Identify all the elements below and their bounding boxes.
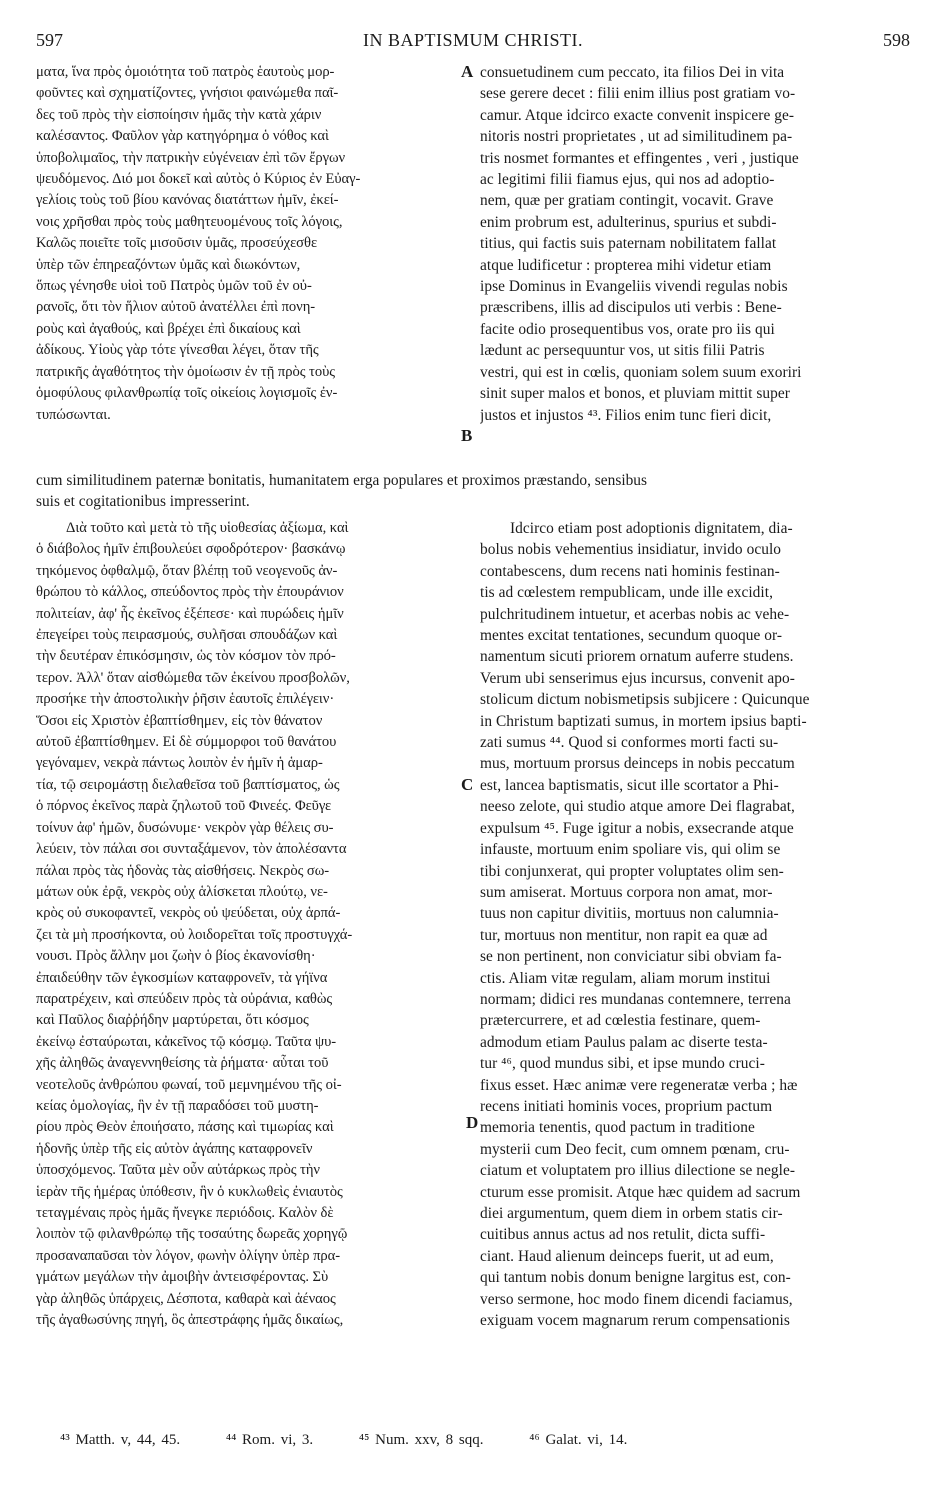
latin-bottom-line: qui tantum nobis donum benigne largitus est, con- xyxy=(480,1269,791,1287)
greek-bottom-line: ἐκείνῳ ἐσταύρωται, κἀκεῖνος τῷ κόσμῳ. Ταῦτα ψυ- xyxy=(36,1033,337,1050)
latin-bottom-line: bolus nobis vehementius insidiatur, invido oculo xyxy=(480,541,782,559)
footnote-46: ⁴⁶ Galat. vi, 14. xyxy=(529,1432,628,1448)
latin-bottom-line: cuitibus annus actus ad nos retulit, dicta suffi- xyxy=(480,1226,766,1244)
latin-top-line: titius, qui factis suis paternam nobilitatem fallat xyxy=(480,235,777,253)
greek-top-line: καλέσαντος. Φαῦλον γὰρ κατηγόρημα ὁ νόθος καὶ xyxy=(36,128,329,145)
greek-bottom-line: τία, τῷ σειρομάστῃ διελαθεῖσα τοῦ βαπτίσματος, ὡς xyxy=(36,776,340,793)
greek-bottom-line: γὰρ ἀληθῶς ὑπάρχεις, Δέσποτα, καθαρὰ καὶ ἀέναος xyxy=(36,1290,336,1307)
greek-bottom-line: γμάτων μεγάλων τὴν ἀμοιβὴν ἀντεισφέροντας. Σὺ xyxy=(36,1269,329,1286)
latin-top-line: atque ludificetur : propterea mihi videtur etiam xyxy=(480,256,772,274)
greek-bottom-line: τὴν δευτέραν ἐπικόσμησιν, ὡς τὸν κόσμον τὸν πρό- xyxy=(36,648,336,665)
margin-marker-b: B xyxy=(461,426,473,445)
footnote-44: ⁴⁴ Rom. vi, 3. xyxy=(225,1432,314,1448)
full-width-line: suis et cogitationibus impresserint. xyxy=(36,493,250,511)
latin-bottom-line: mysterii cum Deo fecit, cum omnem pœnam, cru- xyxy=(480,1140,790,1158)
greek-bottom-line: λεύειν, τὸν πάλαι σοι συνταξάμενον, τὸν ἀπολέσαντα xyxy=(36,841,347,858)
latin-bottom-line: recens initiati hominis voces, proprium pactum xyxy=(480,1097,773,1115)
greek-bottom-line: νουσι. Πρὸς ἄλλην μοι ζωὴν ὁ βίος ἐκανονίσθη· xyxy=(36,948,316,965)
greek-top-line: νοις χρῆσθαι πρὸς τοὺς μαθητευομένους τοῖς λόγοις, xyxy=(36,213,343,230)
greek-bottom-line: τῆς ἀγαθωσύνης πηγή, ὃς ἀπεστράφης ἡμᾶς δικαίως, xyxy=(36,1312,344,1329)
latin-bottom-line: sum amiserat. Mortuus corpora non amat, mor- xyxy=(480,883,773,901)
greek-bottom-line: ὁ διάβολος ἡμῖν ἐπιβουλεύει σφοδρότερον· βασκάνῳ xyxy=(36,541,346,558)
full-width-paragraph xyxy=(36,470,906,513)
latin-bottom-line: infauste, mortuum enim spoliare vis, qui olim se xyxy=(480,841,781,859)
full-width-line: cum similitudinem paternæ bonitatis, humanitatem erga populares et proximos præstando, sensibus xyxy=(36,472,647,489)
greek-column-bottom xyxy=(36,518,458,1331)
latin-bottom-line: Verum ubi senserimus ejus incursus, convenit apo- xyxy=(480,669,795,687)
greek-top-line: ὅπως γένησθε υἱοὶ τοῦ Πατρὸς ὑμῶν τοῦ ἐν οὐ- xyxy=(36,278,312,295)
greek-top-line: φοῦντες καὶ σχηματίζοντες, γνήσιοι φαινώμεθα παῖ- xyxy=(36,85,339,102)
margin-marker-c: C xyxy=(461,775,474,794)
page-header xyxy=(36,30,910,54)
greek-bottom-line: πολιτείαν, ἀφ' ἧς ἐκεῖνος ἐξέπεσε· καὶ πυρώδεις ἡμῖν xyxy=(36,605,344,622)
greek-top-line: γελίοις τοὺς τοῦ βίου κανόνας διατάττων ἡμῖν, ἐκεί- xyxy=(36,192,339,209)
margin-marker-a: A xyxy=(461,62,474,81)
greek-bottom-line: τεταγμέναις πρὸς ἡμᾶς ἤνεγκε περιόδοις. Καλὸν δὲ xyxy=(36,1205,334,1221)
latin-bottom-line: verso sermone, hoc modo finem dicendi faciamus, xyxy=(480,1290,793,1308)
latin-top-line: nitoris nostri proprietates , ut ad similitudinem pa- xyxy=(480,128,793,146)
latin-bottom-line: tur ⁴⁶, quod mundus sibi, et ipse mundo cruci- xyxy=(480,1055,765,1073)
greek-top-line: ἀδίκους. Υἱοὺς γὰρ τότε γίνεσθαι λέγει, ὅταν τῆς xyxy=(36,342,319,359)
greek-bottom-line: ἡδονῆς ὑπὲρ τῆς εἰς αὐτὸν ἀγάπης καταφρονεῖν xyxy=(36,1140,313,1157)
latin-top-line: sinit super malos et bonos, et pluviam mittit super xyxy=(480,385,790,403)
latin-bottom-line: Idcirco etiam post adoptionis dignitatem, dia- xyxy=(510,520,793,537)
greek-bottom-line: αὐτοῦ ἐβαπτίσθημεν. Εἰ δὲ σύμμορφοι τοῦ θανάτου xyxy=(36,734,337,751)
latin-column-top xyxy=(480,62,902,426)
greek-bottom-line: Διὰ τοῦτο καὶ μετὰ τὸ τῆς υἱοθεσίας ἀξίωμα, καὶ xyxy=(66,520,349,536)
latin-bottom-line: namentum sicuti priorem ornatum auferre studens. xyxy=(480,648,794,666)
greek-top-line: τυπώσωνται. xyxy=(36,406,111,423)
latin-bottom-line: prætercurrere, et ad cœlestia festinare, quem- xyxy=(480,1012,761,1030)
latin-top-line: præscribens, illis ad discipulos uti verbis : Bene- xyxy=(480,299,782,317)
latin-top-line: ac legitimi filii fiamus ejus, qui nos ad adoptio- xyxy=(480,171,775,189)
latin-top-line: sese gerere decet : filii enim illius post gratiam vo- xyxy=(480,85,796,103)
latin-top-line: nem, quæ per gratiam contingit, vocavit. Grave xyxy=(480,192,774,210)
greek-bottom-line: γεγόναμεν, νεκρὰ πάντως λοιπὸν ἐν ἡμῖν ἡ ἁμαρ- xyxy=(36,755,323,772)
greek-bottom-line: τερον. Ἀλλ' ὅταν αἰσθώμεθα τῶν ἐκείνου προσβολῶν, xyxy=(36,669,350,686)
margin-marker-d: D xyxy=(466,1113,479,1132)
page-number-right: 598 xyxy=(883,30,910,50)
greek-bottom-line: Ὅσοι εἰς Χριστὸν ἐβαπτίσθημεν, εἰς τὸν θάνατον xyxy=(36,712,323,729)
greek-top-line: ὑπὲρ τῶν ἐπηρεαζόντων ὑμᾶς καὶ διωκόντων, xyxy=(36,256,301,273)
greek-top-line: Καλῶς ποιεῖτε τοῖς μισοῦσιν ὑμᾶς, προσεύχεσθε xyxy=(36,235,318,252)
greek-bottom-line: προσήκε τὴν ἀποστολικὴν ῥῆσιν ἑαυτοῖς ἐπιλέγειν· xyxy=(36,691,335,708)
latin-bottom-line: expulsum ⁴⁵. Fuge igitur a nobis, exsecrande atque xyxy=(480,819,794,837)
greek-top-line: ὁμοφύλους φιλανθρωπίᾳ τοῖς οἰκείοις λογισμοῖς ἐν- xyxy=(36,385,338,402)
latin-bottom-line: tibi conjunxerat, qui propter voluptates olim sen- xyxy=(480,862,784,880)
latin-top-line: lædunt ac persequuntur vos, ut sitis filii Patris xyxy=(480,342,765,360)
latin-bottom-line: stolicum dictum nobismetipsis subjicere : Quicunque xyxy=(480,691,810,709)
greek-bottom-line: λοιπὸν τῷ φιλανθρώπῳ τῆς τοσαύτης δωρεᾶς χορηγῷ xyxy=(36,1226,348,1243)
latin-bottom-line: ctis. Aliam vitæ regulam, aliam morum institui xyxy=(480,969,771,987)
latin-top-line: justos et injustos ⁴³. Filios enim tunc fieri dicit, xyxy=(480,406,772,424)
latin-bottom-line: est, lancea baptismatis, sicut ille scortator a Phi- xyxy=(480,776,779,794)
greek-top-line: ὑποβολιμαῖος, τὴν πατρικὴν εὐγένειαν ἐπὶ τῶν ἔργων xyxy=(36,149,346,166)
greek-bottom-line: προσαναπαῦσαι τὸν λόγον, φωνὴν ὀλίγην ὑπὲρ πρα- xyxy=(36,1247,341,1264)
latin-top-line: enim probrum est, adulterinus, spurius et subdi- xyxy=(480,213,777,231)
greek-top-line: ψευδόμενος. Διό μοι δοκεῖ καὶ αὐτὸς ὁ Κύριος ἐν Εὐαγ- xyxy=(36,171,361,188)
latin-top-line: consuetudinem cum peccato, ita filios Dei in vita xyxy=(480,64,785,81)
latin-bottom-line: zati sumus ⁴⁴. Quod si conformes morti facti su- xyxy=(480,734,779,752)
greek-bottom-line: κείας ὁμολογίας, ἣν ἐν τῇ παραδόσει τοῦ μυστη- xyxy=(36,1097,319,1114)
greek-bottom-line: ὑποσχόμενος. Ταῦτα μὲν οὖν αὐτάρκως πρὸς τὴν xyxy=(36,1162,320,1179)
latin-bottom-line: se non pertinent, non conviciatur sibi obviam fa- xyxy=(480,948,782,966)
latin-bottom-line: tis ad cœlestem rempublicam, unde ille excidit, xyxy=(480,584,773,602)
greek-bottom-line: χῆς ἀληθῶς ἀναγεννηθείσης τὰ ῥήματα· αὗται τοῦ xyxy=(36,1055,329,1072)
latin-bottom-line: admodum etiam Paulus palam ac diserte testa- xyxy=(480,1033,768,1051)
greek-bottom-line: παρατρέχειν, καὶ σπεύδειν πρὸς τὰ οὐράνια, καθὼς xyxy=(36,990,333,1007)
greek-bottom-line: ἐπεγείρει τοὺς πειρασμούς, συλῆσαι σπουδάζων καὶ xyxy=(36,627,338,644)
latin-bottom-line: pulchritudinem intuetur, et acerbas nobis ac vehe- xyxy=(480,605,790,623)
latin-bottom-line: contabescens, dum recens nati hominis festinan- xyxy=(480,562,780,580)
footnote-45: ⁴⁵ Num. xxv, 8 sqq. xyxy=(358,1432,484,1448)
greek-column-top xyxy=(36,62,458,426)
greek-top-line: ματα, ἵνα πρὸς ὁμοιότητα τοῦ πατρὸς ἑαυτοὺς μορ- xyxy=(36,64,335,80)
latin-column-bottom xyxy=(480,518,902,1331)
latin-top-line: tris nosmet formantes et effingentes , veri , justique xyxy=(480,149,799,167)
footnotes xyxy=(60,1432,667,1449)
greek-bottom-line: θρώπου τὸ κάλλος, σπεύδοντος πρὸς τὴν ἐπουράνιον xyxy=(36,584,344,601)
latin-bottom-line: normam; didici res mundanas contemnere, terrena xyxy=(480,990,791,1008)
greek-bottom-line: ζει τὰ μὴ προσήκοντα, οὐ λοιδορεῖται τοῖς προστυγχά- xyxy=(36,926,353,943)
page-number-left: 597 xyxy=(36,30,63,50)
greek-bottom-line: τοίνυν ἀφ' ἡμῶν, δυσώνυμε· νεκρὸν γὰρ θέλεις συ- xyxy=(36,819,334,836)
greek-bottom-line: ὁ πόρνος ἐκεῖνος παρὰ ζηλωτοῦ τοῦ Φινεές. Φεῦγε xyxy=(36,798,332,815)
latin-bottom-line: neeso zelote, qui studio atque amore Dei flagrabat, xyxy=(480,798,795,816)
latin-top-line: ipse Dominus in Evangeliis vivendi regulas nobis xyxy=(480,278,788,296)
latin-bottom-line: mentes excitat tentationes, secundum quoque or- xyxy=(480,627,783,645)
greek-top-line: δες τοῦ πρὸς τὴν εἰσποίησιν ἡμᾶς τὴν κατὰ χάριν xyxy=(36,106,322,123)
greek-bottom-line: μάτων οὐκ ἐρᾷ, νεκρὸς οὐχ ἁλίσκεται πλούτῳ, νε- xyxy=(36,883,328,900)
greek-bottom-line: νεοτελοῦς ἀνθρώπου φωναί, τοῦ μεμνημένου τῆς οἰ- xyxy=(36,1076,342,1093)
latin-bottom-line: cturum esse promisit. Atque hæc quidem ad sacrum xyxy=(480,1183,801,1201)
greek-bottom-line: ἱερὰν τῆς ἡμέρας ὑπόθεσιν, ἣν ὁ κυκλωθεὶς ἐνιαυτὸς xyxy=(36,1183,343,1200)
greek-top-line: ροὺς καὶ ἀγαθούς, καὶ βρέχει ἐπὶ δικαίους καὶ xyxy=(36,320,301,337)
latin-top-line: camur. Atque idcirco exacte convenit inspicere ge- xyxy=(480,106,795,124)
greek-top-line: ρανοῖς, ὅτι τὸν ἥλιον αὐτοῦ ἀνατέλλει ἐπὶ πονη- xyxy=(36,299,316,316)
latin-bottom-line: ciatum et voluptatem pro illius dilectione se negle- xyxy=(480,1162,796,1180)
latin-bottom-line: memoria tenentis, quod pactum in traditione xyxy=(480,1119,755,1137)
footnote-43: ⁴³ Matth. v, 44, 45. xyxy=(60,1432,181,1448)
greek-bottom-line: καὶ Παῦλος διαῤῥήδην μαρτύρεται, ὅτι κόσμος xyxy=(36,1012,309,1029)
latin-bottom-line: exiguam vocem magnarum rerum compensationis xyxy=(480,1312,790,1330)
latin-bottom-line: ciant. Haud alienum deinceps fuerit, ut ad eum, xyxy=(480,1247,774,1265)
greek-bottom-line: ἐπαιδεύθην τῶν ἐγκοσμίων καταφρονεῖν, τὰ γήϊνα xyxy=(36,969,328,986)
latin-bottom-line: diei argumentum, quem diem in orbem statis cir- xyxy=(480,1205,783,1222)
greek-bottom-line: τηκόμενος ὀφθαλμῷ, ὅταν βλέπῃ τοῦ νεογενοῦς ἀν- xyxy=(36,562,338,579)
running-title: IN BAPTISMUM CHRISTI. xyxy=(362,30,584,50)
greek-bottom-line: πάλαι πρὸς τὰς ἡδονὰς τὰς αἰσθήσεις. Νεκρὸς σω- xyxy=(36,862,330,879)
latin-bottom-line: tuus non capitur divitiis, mortuus non calumnia- xyxy=(480,905,779,923)
latin-bottom-line: fixus esset. Hæc animæ vere regeneratæ verba ; hæ xyxy=(480,1076,798,1094)
greek-bottom-line: ρίου πρὸς Θεὸν ἐποιήσατο, πάσης καὶ τιμωρίας καὶ xyxy=(36,1119,334,1136)
greek-bottom-line: κρὸς οὐ συκοφαντεῖ, νεκρὸς οὐ ψεύδεται, οὐχ ἁρπά- xyxy=(36,905,341,922)
latin-bottom-line: mus, mortuum prorsus deinceps in nobis peccatum xyxy=(480,755,795,773)
greek-top-line: πατρικῆς ἀγαθότητος τὴν ὁμοίωσιν ἐν τῇ πρὸς τοὺς xyxy=(36,363,336,380)
latin-bottom-line: in Christum baptizati sumus, in mortem ipsius bapti- xyxy=(480,712,807,730)
latin-top-line: facite odio prosequentibus vos, orate pro iis qui xyxy=(480,320,775,338)
latin-top-line: vestri, qui est in cœlis, quoniam solem suum exoriri xyxy=(480,363,802,381)
latin-bottom-line: tur, mortuus non mentitur, non rapit ea quæ ad xyxy=(480,926,768,944)
